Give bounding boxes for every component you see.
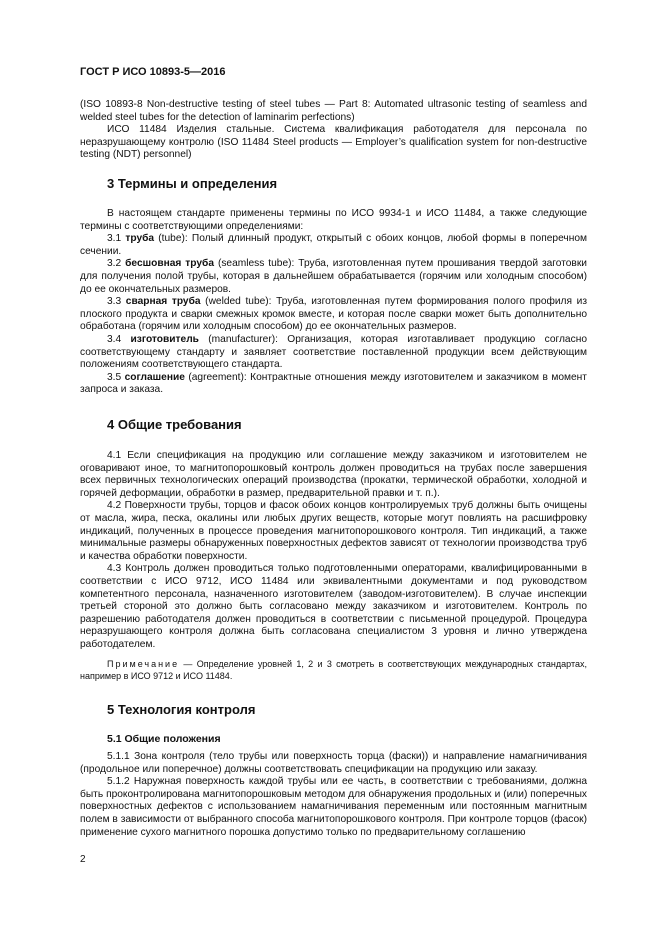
term-number: 3.5: [107, 371, 122, 383]
term-definition: (agreement): Контрактные отношения между изготовителем и заказчиком в момент запроса и заказа.: [80, 371, 587, 396]
term-definition: (welded tube): Труба, изготовленная путем формирования полого профиля из плоского продукта и сварки смежных кромок вместе, и которая после сварки может быть дополнительно обработана (горячим или холодным способом) до ее окончательных размеров.: [80, 296, 587, 333]
term-definition: (tube): Полый длинный продукт, открытый с обоих концов, любой формы в поперечном сечении.: [80, 233, 587, 257]
term-number: 3.3: [107, 296, 122, 308]
term-number: 3.1: [107, 233, 122, 245]
section-3-title: 3 Термины и определения: [107, 176, 278, 191]
term-name: соглашение: [124, 371, 185, 383]
reference-iso-10893-8: (ISO 10893-8 Non-destructive testing of steel tubes — Part 8: Automated ultrasonic testing of seamless and welded steel tubes for the detection of laminarim perfections): [80, 99, 587, 123]
term-number: 3.4: [107, 333, 122, 345]
term-definition: (manufacturer): Организация, которая изготавливает продукцию согласно соответствующему стандарту и заявляет соответствие поставленной продукции всем действующим положениям соответствующего стандарта.: [80, 333, 587, 371]
note: [80, 658, 587, 682]
term-3-3: [80, 296, 587, 334]
section-3-intro: В настоящем стандарте применены термины по ИСО 9934-1 и ИСО 11484, а также следующие термины с соответствующими определениями:: [80, 208, 587, 232]
term-3-2: [80, 258, 587, 296]
term-number: 3.2: [107, 258, 122, 270]
section-4-title: 4 Общие требования: [107, 417, 242, 432]
page-number: 2: [80, 854, 86, 865]
section-5-body: [80, 751, 587, 839]
clause-4-1: 4.1 Если спецификация на продукцию или соглашение между заказчиком и изготовителем не оговаривают иное, то магнитопорошковый контроль должен проводиться на трубах после завершения всех первичных технологических операций производства (прокатки, термической обработки, холодной и горячей деформации, обработки в размер, предварительной правки и т. п.).: [80, 450, 587, 499]
subsection-5-1-title: 5.1 Общие положения: [107, 733, 221, 745]
section-5-title: 5 Технология контроля: [107, 702, 256, 717]
term-name: сварная труба: [125, 296, 201, 308]
note-text: — Определение уровней 1, 2 и 3 смотреть в соответствующих международных стандартах, например в ИСО 9712 и ИСО 11484.: [80, 658, 587, 681]
section-4-body: [80, 450, 587, 682]
term-name: бесшовная труба: [125, 258, 214, 270]
term-3-4: [80, 334, 587, 372]
clause-5-1-1: 5.1.1 Зона контроля (тело трубы или поверхность торца (фаски)) и направление намагничивания (продольное или поперечное) должны соответствовать спецификации на продукцию или заказу.: [80, 751, 587, 775]
term-3-1: [80, 233, 587, 258]
term-definition: (seamless tube): Труба, изготовленная путем прошивания твердой заготовки для получения полой трубы, которая в дальнейшем обрабатывается (горячим или холодным способом) до ее окончательных размеров.: [80, 258, 587, 295]
note-label: Примечание: [107, 658, 180, 669]
term-3-5: [80, 372, 587, 397]
clause-4-2: 4.2 Поверхности трубы, торцов и фасок обоих концов контролируемых труб должны быть очищены от масла, жира, песка, окалины или любых других веществ, которые могут повлиять на расшифровку индикаций, полученных в процессе проведения магнитопорошкового контроля. Тип индикаций, а также минимальные размеры обнаруженных поверхностных дефектов зависят от технологии производства труб и качества обработки поверхности.: [80, 500, 587, 562]
term-name: труба: [125, 233, 155, 245]
clause-5-1-2: 5.1.2 Наружная поверхность каждой трубы или ее часть, в соответствии с требованиями, должна быть проконтролирована магнитопорошковым методом для обнаружения продольных и (или) поперечных поверхностных дефектов с использованием намагничивания переменным или постоянным магнитным полем в зависимости от выбранного способа магнитопорошкового контроля. При контроле торцов (фасок) применение сухого магнитного порошка допустимо только по предварительному соглашению: [80, 776, 587, 838]
clause-4-3: 4.3 Контроль должен проводиться только подготовленными операторами, квалифицированными в соответствии с ИСО 9712, ИСО 11484 или эквивалентными документами и под руководством компетентного персонала, назначенного изготовителем (заводом-изготовителем). В случае инспекции третьей стороной это должно быть согласовано между заказчиком и изготовителем. Контроль по разрешению работодателя должен проводиться в соответствии с письменной процедурой. Процедура неразрушающего контроля должна быть согласована специалистом 3 уровня и лично утверждена работодателем.: [80, 563, 587, 650]
normative-references: [80, 99, 587, 162]
term-name: изготовитель: [130, 333, 199, 345]
document-header: ГОСТ Р ИСО 10893-5—2016: [80, 66, 226, 78]
reference-iso-11484: ИСО 11484 Изделия стальные. Система квалификация работодателя для персонала по неразрушающему контролю (ISO 11484 Steel products — Employer’s qualification system for non-destructive testing (NDT) personnel): [80, 124, 587, 161]
section-3-body: [80, 208, 587, 397]
